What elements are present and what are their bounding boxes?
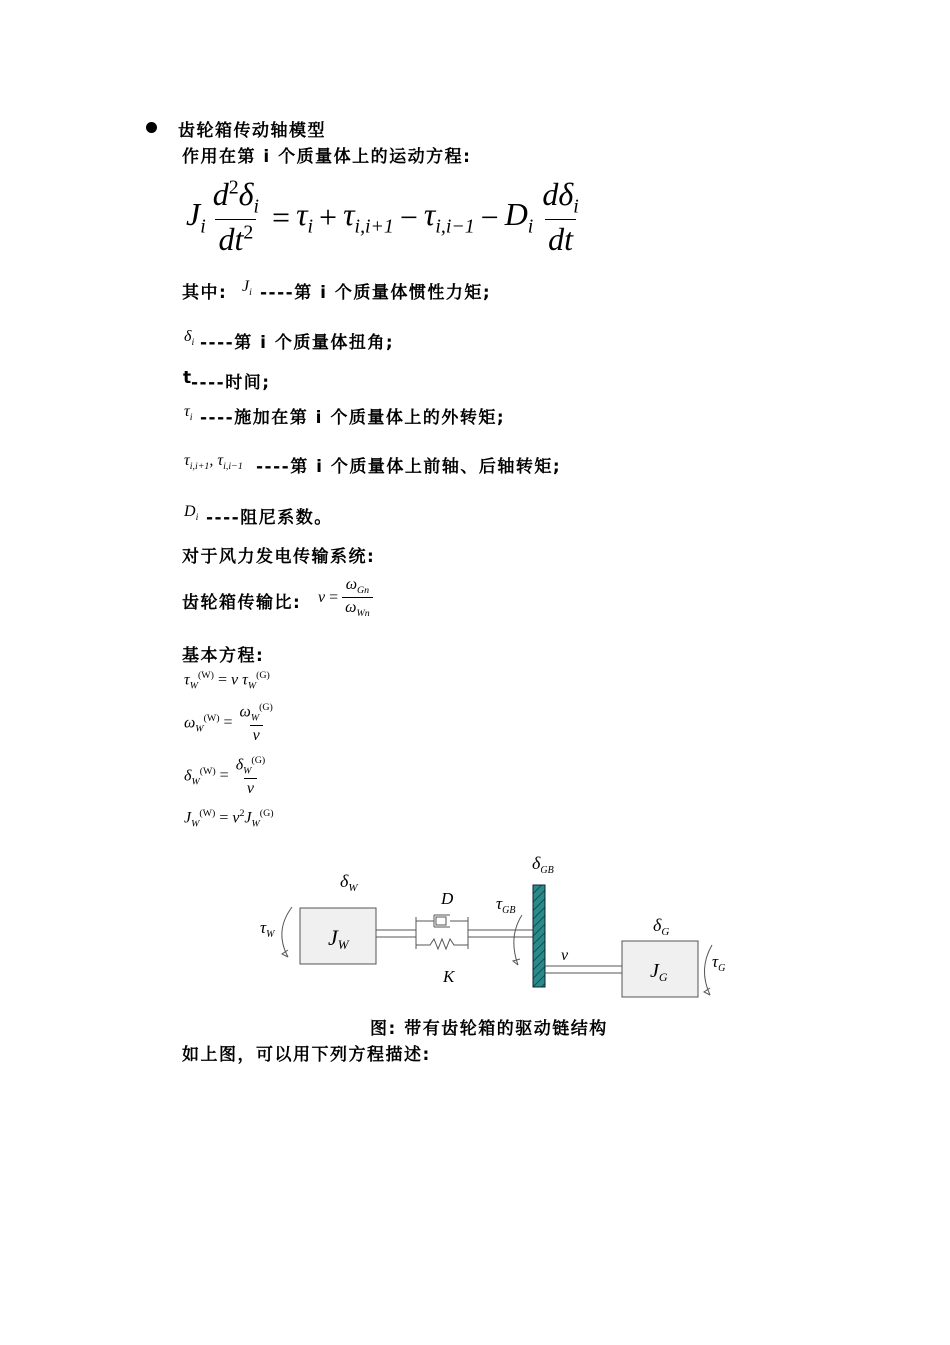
symbol-tau-pair: $\tau_{i,i+1}$, $\tau_{i,i-1}$ [184, 452, 243, 473]
delta-g-label: $\delta_G$ [653, 915, 670, 938]
symbol-J: $J_i$ [242, 278, 252, 299]
ratio-equation: v = $\frac{\omega_{Gn}}{\omega_{Wn}}$ [318, 576, 373, 619]
wind-mass-label: JW [328, 925, 349, 952]
drive-chain-diagram [250, 845, 770, 1005]
ratio-label: 齿轮箱传输比: [182, 593, 302, 613]
tau-g-label: $\tau_G$ [712, 952, 726, 974]
section-intro: 作用在第 i 个质量体上的运动方程: [182, 147, 472, 167]
section-title: 齿轮箱传动轴模型 [178, 121, 326, 141]
wind-mass-block [300, 908, 376, 964]
generator-mass-label: $J_G$ [650, 960, 668, 984]
system-title: 对于风力发电传输系统: [182, 547, 376, 567]
basic-eq-omega: $\omega_W^{(W)}$ = $\frac{\omega_W^{(G)}}{v}$ [184, 702, 273, 744]
tau-gb-arrow [514, 915, 522, 965]
basic-eq-tau: $\tau_W^{(W)} = v$ $\tau_W^{(G)}$ [184, 670, 270, 692]
spring-symbol [416, 939, 468, 949]
basic-eq-delta: $\delta_W^{(W)}$ = $\frac{\delta_W^{(G)}}{v}$ [184, 755, 266, 797]
figure-caption: 图: 带有齿轮箱的驱动链结构 [370, 1019, 608, 1039]
tau-g-arrow [704, 945, 712, 995]
damper-label: D [441, 889, 454, 908]
symbol-delta: $\delta_i$ [184, 328, 195, 349]
ratio-v-label: v [561, 947, 569, 964]
def-D: ----阻尼系数。 [206, 508, 333, 528]
def-delta: ----第 i 个质量体扭角; [200, 333, 395, 353]
tau-gb-label: $\tau_{GB}$ [496, 894, 516, 916]
basic-label: 基本方程: [182, 646, 265, 666]
basic-eq-J: $J_W^{(W)} = v^2J_W^{(G)}$ [184, 808, 274, 830]
symbol-D: $D_i$ [184, 503, 199, 524]
delta-gb-label: $\delta_{GB}$ [532, 853, 554, 876]
defs-lead: 其中: [182, 283, 228, 303]
bullet-icon [146, 122, 157, 133]
gearbox-plate [533, 885, 545, 987]
footer-text: 如上图，可以用下列方程描述: [182, 1045, 431, 1065]
symbol-t: t [183, 368, 193, 388]
motion-equation: $J_i$ $\frac{d^2\delta_i}{dt^2}$ = $\tau_i$ + $\tau_{i,i+1}$ − $\tau_{i,i-1}$ − $D_i$ $\frac{d\delta_i}{dt}$ [186, 176, 579, 258]
tau-w-arrow [282, 907, 292, 957]
def-t: ----时间; [191, 373, 271, 393]
def-J: ----第 i 个质量体惯性力矩; [260, 283, 492, 303]
delta-w-label: $\delta_W$ [340, 871, 358, 894]
def-tau-pair: ----第 i 个质量体上前轴、后轴转矩; [256, 457, 562, 477]
tau-w-label: $\tau_W$ [260, 918, 275, 940]
spring-label: K [443, 967, 455, 986]
def-tau: ----施加在第 i 个质量体上的外转矩; [200, 408, 506, 428]
symbol-tau: $\tau_i$ [184, 403, 193, 424]
generator-mass-block [622, 941, 698, 997]
